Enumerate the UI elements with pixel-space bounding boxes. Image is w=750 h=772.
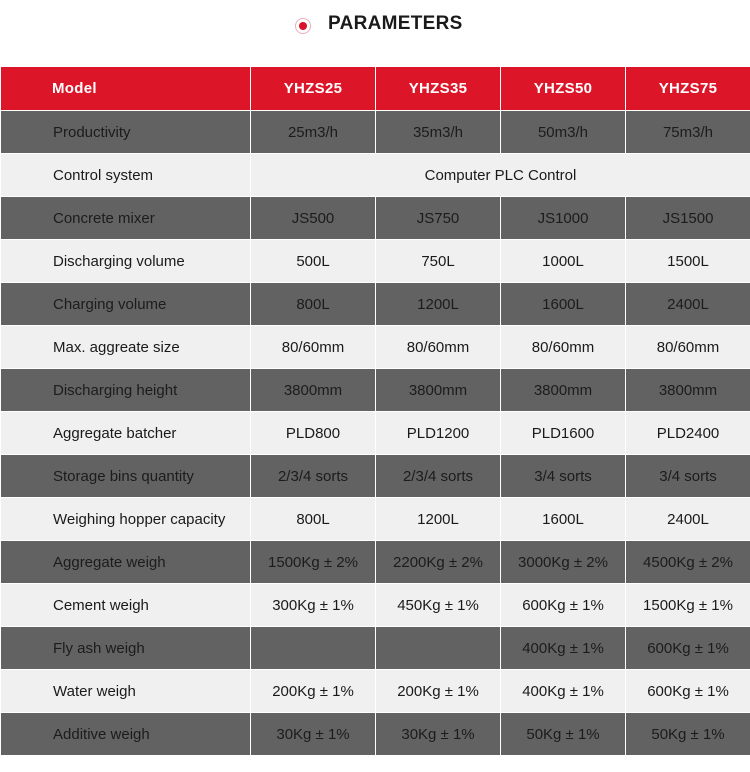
table-cell: 2/3/4 sorts bbox=[251, 455, 376, 498]
header-yhzs50: YHZS50 bbox=[501, 67, 626, 111]
table-row bbox=[1, 455, 750, 498]
row-label: Fly ash weigh bbox=[1, 627, 251, 670]
row-label: Weighing hopper capacity bbox=[1, 498, 251, 541]
table-cell: 3800mm bbox=[376, 369, 501, 412]
table-cell: 3/4 sorts bbox=[501, 455, 626, 498]
table-cell: JS1000 bbox=[501, 197, 626, 240]
table-cell: 4500Kg ± 2% bbox=[626, 541, 750, 584]
table-cell: 80/60mm bbox=[501, 326, 626, 369]
table-cell: JS750 bbox=[376, 197, 501, 240]
table-cell: 3800mm bbox=[251, 369, 376, 412]
row-label: Discharging height bbox=[1, 369, 251, 412]
page-title: PARAMETERS bbox=[328, 13, 463, 34]
table-cell: PLD2400 bbox=[626, 412, 750, 455]
table-row bbox=[1, 627, 750, 670]
row-label: Productivity bbox=[1, 111, 251, 154]
table-cell: PLD1600 bbox=[501, 412, 626, 455]
table-cell bbox=[251, 627, 376, 670]
table-row bbox=[1, 326, 750, 369]
header-yhzs75: YHZS75 bbox=[626, 67, 750, 111]
table-cell: 50m3/h bbox=[501, 111, 626, 154]
table-cell: 2400L bbox=[626, 498, 750, 541]
table-cell: JS500 bbox=[251, 197, 376, 240]
table-cell: 30Kg ± 1% bbox=[251, 713, 376, 756]
parameters-table bbox=[0, 66, 750, 756]
row-label: Discharging volume bbox=[1, 240, 251, 283]
table-cell: 1600L bbox=[501, 283, 626, 326]
section-header bbox=[0, 0, 750, 66]
table-cell: 80/60mm bbox=[626, 326, 750, 369]
table-cell: 80/60mm bbox=[251, 326, 376, 369]
header-model: Model bbox=[1, 67, 251, 111]
table-row bbox=[1, 498, 750, 541]
table-cell: 600Kg ± 1% bbox=[626, 670, 750, 713]
table-cell: 500L bbox=[251, 240, 376, 283]
row-label: Concrete mixer bbox=[1, 197, 251, 240]
table-cell: 3000Kg ± 2% bbox=[501, 541, 626, 584]
table-cell: 1500Kg ± 1% bbox=[626, 584, 750, 627]
table-cell: 450Kg ± 1% bbox=[376, 584, 501, 627]
table-row bbox=[1, 154, 750, 197]
table-row bbox=[1, 412, 750, 455]
table-row bbox=[1, 713, 750, 756]
table-row bbox=[1, 111, 750, 154]
table-row bbox=[1, 670, 750, 713]
row-label: Aggregate weigh bbox=[1, 541, 251, 584]
header-yhzs25: YHZS25 bbox=[251, 67, 376, 111]
table-cell: 75m3/h bbox=[626, 111, 750, 154]
table-cell: 3/4 sorts bbox=[626, 455, 750, 498]
table-cell: 2/3/4 sorts bbox=[376, 455, 501, 498]
table-cell: 30Kg ± 1% bbox=[376, 713, 501, 756]
table-cell: 750L bbox=[376, 240, 501, 283]
row-label: Water weigh bbox=[1, 670, 251, 713]
table-cell: 1500Kg ± 2% bbox=[251, 541, 376, 584]
table-row bbox=[1, 283, 750, 326]
row-label: Cement weigh bbox=[1, 584, 251, 627]
table-cell: 600Kg ± 1% bbox=[626, 627, 750, 670]
table-cell: 3800mm bbox=[501, 369, 626, 412]
table-cell: JS1500 bbox=[626, 197, 750, 240]
table-cell: 400Kg ± 1% bbox=[501, 670, 626, 713]
header-yhzs35: YHZS35 bbox=[376, 67, 501, 111]
table-cell: 50Kg ± 1% bbox=[626, 713, 750, 756]
table-cell: 1500L bbox=[626, 240, 750, 283]
table-row bbox=[1, 369, 750, 412]
row-label: Additive weigh bbox=[1, 713, 251, 756]
row-label: Aggregate batcher bbox=[1, 412, 251, 455]
table-cell: 2400L bbox=[626, 283, 750, 326]
row-label: Charging volume bbox=[1, 283, 251, 326]
table-row bbox=[1, 197, 750, 240]
table-cell: 1200L bbox=[376, 498, 501, 541]
table-row bbox=[1, 240, 750, 283]
table-cell-merged: Computer PLC Control bbox=[251, 154, 750, 197]
table-cell: 35m3/h bbox=[376, 111, 501, 154]
table-cell: 800L bbox=[251, 283, 376, 326]
table-cell: 80/60mm bbox=[376, 326, 501, 369]
table-cell: 1000L bbox=[501, 240, 626, 283]
table-cell: PLD800 bbox=[251, 412, 376, 455]
table-cell: 25m3/h bbox=[251, 111, 376, 154]
table-row bbox=[1, 584, 750, 627]
table-cell bbox=[376, 627, 501, 670]
table-cell: 400Kg ± 1% bbox=[501, 627, 626, 670]
table-cell: 200Kg ± 1% bbox=[251, 670, 376, 713]
row-label: Max. aggreate size bbox=[1, 326, 251, 369]
table-cell: 800L bbox=[251, 498, 376, 541]
row-label: Control system bbox=[1, 154, 251, 197]
table-cell: 1200L bbox=[376, 283, 501, 326]
table-cell: PLD1200 bbox=[376, 412, 501, 455]
table-cell: 1600L bbox=[501, 498, 626, 541]
table-cell: 200Kg ± 1% bbox=[376, 670, 501, 713]
red-circle-bullet-icon bbox=[295, 18, 311, 34]
table-cell: 50Kg ± 1% bbox=[501, 713, 626, 756]
table-cell: 3800mm bbox=[626, 369, 750, 412]
table-header-row bbox=[1, 67, 750, 111]
table-cell: 300Kg ± 1% bbox=[251, 584, 376, 627]
table-cell: 2200Kg ± 2% bbox=[376, 541, 501, 584]
table-row bbox=[1, 541, 750, 584]
table-cell: 600Kg ± 1% bbox=[501, 584, 626, 627]
row-label: Storage bins quantity bbox=[1, 455, 251, 498]
